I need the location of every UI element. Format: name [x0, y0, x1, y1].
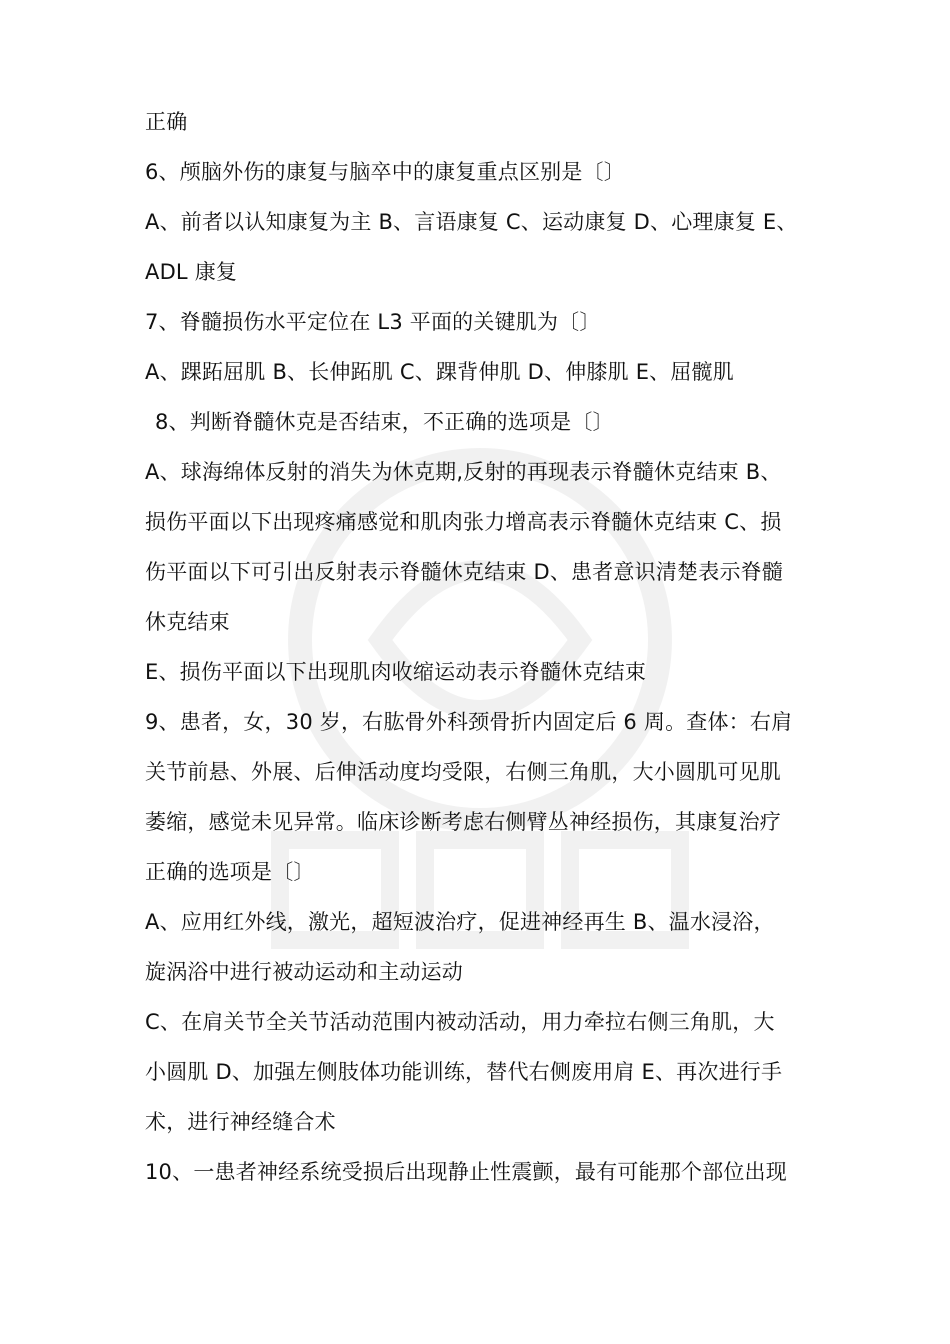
question-9-options-cont: 旋涡浴中进行被动运动和主动运动 — [145, 960, 463, 984]
question-9-title-cont: 关节前悬、外展、后伸活动度均受限，右侧三角肌，大小圆肌可见肌 — [145, 760, 781, 784]
question-10-title: 10、一患者神经系统受损后出现静止性震颤，最有可能那个部位出现 — [145, 1160, 787, 1184]
question-9-title-cont: 萎缩，感觉未见异常。临床诊断考虑右侧臂丛神经损伤，其康复治疗 — [145, 810, 781, 834]
question-8-option-e: E、损伤平面以下出现肌肉收缩运动表示脊髓休克结束 — [145, 660, 647, 684]
question-6-title: 6、颅脑外伤的康复与脑卒中的康复重点区别是〔〕 — [145, 160, 625, 184]
question-8-options-cont: 损伤平面以下出现疼痛感觉和肌肉张力增高表示脊髓休克结束 C、损 — [145, 510, 782, 534]
question-9-options-cont: 术，进行神经缝合术 — [145, 1110, 336, 1134]
document-text — [145, 97, 825, 1197]
question-9-title-cont: 正确的选项是〔〕 — [145, 860, 315, 884]
question-8-options-cont: 休克结束 — [145, 610, 230, 634]
question-8-options-cont: 伤平面以下可引出反射表示脊髓休克结束 D、患者意识清楚表示脊髓 — [145, 560, 784, 584]
question-7-title: 7、脊髓损伤水平定位在 L3 平面的关键肌为〔〕 — [145, 310, 601, 334]
text-line: 正确 — [145, 110, 188, 134]
question-9-options-cont: 小圆肌 D、加强左侧肢体功能训练，替代右侧废用肩 E、再次进行手 — [145, 1060, 783, 1084]
question-6-options-cont: ADL 康复 — [145, 260, 238, 284]
question-8-title: 8、判断脊髓休克是否结束，不正确的选项是〔〕 — [155, 410, 614, 434]
question-8-options: A、球海绵体反射的消失为休克期,反射的再现表示脊髓休克结束 B、 — [145, 460, 782, 484]
question-9-options: A、应用红外线，激光，超短波治疗，促进神经再生 B、温水浸浴， — [145, 910, 775, 934]
question-6-options: A、前者以认知康复为主 B、言语康复 C、运动康复 D、心理康复 E、 — [145, 210, 798, 234]
question-9-options-cont: C、在肩关节全关节活动范围内被动活动，用力牵拉右侧三角肌，大 — [145, 1010, 775, 1034]
question-7-options: A、踝跖屈肌 B、长伸跖肌 C、踝背伸肌 D、伸膝肌 E、屈髋肌 — [145, 360, 734, 384]
question-9-title: 9、患者，女，30 岁，右肱骨外科颈骨折内固定后 6 周。查体：右肩 — [145, 710, 793, 734]
